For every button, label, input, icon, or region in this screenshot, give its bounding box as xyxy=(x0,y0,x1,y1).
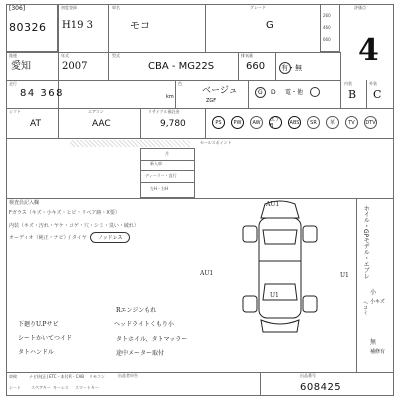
damage-left: AU1 xyxy=(200,270,214,277)
note-left-1: 下廻りU.Pサビ xyxy=(18,321,59,328)
lower-row-cell: 車検 xyxy=(9,374,17,379)
footer-number: 608425 xyxy=(300,382,342,393)
lower-row2-cell: スペアキー xyxy=(31,385,51,390)
glass-line: Fガラス（キズ・小キズ・ヒビ・リペア跡・X要） xyxy=(9,210,120,216)
recycle-label: リサイクル預託金 xyxy=(148,109,180,114)
grade-value: G xyxy=(266,20,274,31)
equipment-6: 革 xyxy=(326,116,339,129)
color-code: ZGF xyxy=(206,98,217,104)
interior-label: 内装 xyxy=(344,81,352,86)
divider xyxy=(6,372,394,373)
interior-line: 内装（キズ・汚れ・ヤケ・コゲ・穴・シミ・臭い・破れ） xyxy=(9,223,139,229)
aircon-label: エアコン xyxy=(88,109,104,114)
mileage-unit: km xyxy=(166,94,174,100)
divider xyxy=(108,4,109,52)
divider xyxy=(6,80,340,81)
lower-row-cell: リモコン xyxy=(89,374,105,379)
equipment-5: SR xyxy=(307,116,320,129)
divider xyxy=(58,4,59,138)
car-name-label: 車名 xyxy=(112,5,120,10)
shift-label: シフト xyxy=(9,109,21,114)
mileage-value: 84 368 xyxy=(20,88,64,99)
small-dent-label: ヘコミ xyxy=(362,300,368,315)
equipment-3: エアB xyxy=(270,117,281,129)
ac-choice: 有・無 xyxy=(281,64,302,72)
equipment-0: PS xyxy=(212,116,225,129)
hatch-bar xyxy=(70,140,190,147)
aircon-value: AAC xyxy=(92,119,111,129)
inspection-record-label: 検査員記入欄 xyxy=(9,200,40,206)
recycle-value: 9,780 xyxy=(160,119,186,129)
fuel-other: 電・他 xyxy=(285,89,304,96)
small-dent-value: 小 xyxy=(370,289,377,296)
divider xyxy=(6,52,340,53)
model-code-value: CBA - MG22S xyxy=(148,61,215,72)
score-value: 4 xyxy=(358,33,379,68)
divider xyxy=(140,182,195,183)
fuel-other-circle xyxy=(310,87,320,97)
fuel-g-circle xyxy=(255,87,266,98)
prefecture-label: 陸運 xyxy=(9,53,17,58)
calendar-bot: 左H・右H xyxy=(150,186,169,191)
divider xyxy=(140,170,195,171)
note-right-3: タトホイル、タトマッラー xyxy=(116,336,188,343)
divider xyxy=(205,4,206,52)
lower-row2-cell: シート xyxy=(9,385,21,390)
note-left-2: シートかいてつイド xyxy=(18,335,73,342)
lower-row2-cell: スマートキー xyxy=(75,385,99,390)
lower-row2-cell: キーレス xyxy=(53,385,69,390)
divider xyxy=(205,108,206,138)
ac-selected-circle xyxy=(279,62,291,74)
car-name-value: モコ xyxy=(130,21,150,32)
side-big-label: ホイル・GPモデル・エブレ xyxy=(362,205,370,280)
divider xyxy=(248,80,249,108)
damage-center: U1 xyxy=(270,292,279,299)
lower-row-cell: R・CAB xyxy=(69,374,85,379)
note-left-3: タトハンドル xyxy=(18,349,54,356)
color-label: 色 xyxy=(178,81,182,86)
fuel-g: G xyxy=(258,89,263,96)
note-right-4: 途中メーター取付 xyxy=(116,350,165,357)
divider xyxy=(6,198,394,199)
divider xyxy=(108,52,109,80)
equipment-2: AW xyxy=(250,116,263,129)
fuel-d: D xyxy=(271,89,276,96)
color-value: ベージュ xyxy=(202,86,238,96)
model-year-label: 年式 xyxy=(61,53,69,58)
prefecture-value: 愛知 xyxy=(11,61,31,72)
damage-right: U1 xyxy=(340,272,349,279)
repair-value: 無 xyxy=(370,339,377,346)
divider xyxy=(356,198,357,373)
exterior-label: 外装 xyxy=(369,81,377,86)
equipment-4: ABS xyxy=(288,116,301,129)
calendar-month: 月 xyxy=(165,151,169,156)
exterior-score: C xyxy=(373,88,382,101)
repair-label: 補修有 xyxy=(370,349,386,355)
divider xyxy=(260,372,261,396)
equipment-8: DTV xyxy=(364,116,377,129)
footer-label: 出品番号 xyxy=(300,373,316,378)
registration-label: 初度登録 xyxy=(61,5,77,10)
divider xyxy=(366,80,367,108)
divider xyxy=(140,108,141,138)
grade-label: グレード xyxy=(250,5,266,10)
divider xyxy=(6,108,394,109)
equipment-7: TV xyxy=(345,116,358,129)
divider xyxy=(340,52,341,108)
note-right-2: ヘッドライトくもり小 xyxy=(114,321,174,328)
car-diagram xyxy=(225,196,335,341)
remark-label: 出品者申告 xyxy=(118,373,138,378)
mileage-label: 走行 xyxy=(9,81,17,86)
note-right-1: Rエンジンもれ xyxy=(116,307,157,314)
divider xyxy=(175,80,176,108)
small-label: 小キズ xyxy=(370,299,385,305)
divider xyxy=(238,52,239,80)
cc-label: 排気量 xyxy=(241,53,253,58)
divider xyxy=(275,52,276,80)
lower-row-cell: ETC・本付 xyxy=(49,374,69,379)
audio-line: オーディオ（純正・ナビ）/ タイヤ xyxy=(9,235,87,241)
mini-box-text: 460 xyxy=(323,25,331,30)
divider xyxy=(6,138,394,139)
audio-circle-text: ノッドレス xyxy=(98,235,123,241)
calendar-mid: ディーラー・直行 xyxy=(145,173,177,178)
divider xyxy=(140,160,195,161)
interior-score: B xyxy=(348,88,357,101)
mini-box-text: 660 xyxy=(323,37,331,42)
sales-point-label: セールスポイント xyxy=(200,140,232,145)
audio-circle xyxy=(90,232,130,243)
lot-box-code: [306] xyxy=(9,5,26,12)
mini-box-text: 260 xyxy=(323,13,331,18)
lot-number: 80326 xyxy=(9,21,47,34)
model-label: 型式 xyxy=(112,53,120,58)
lower-row-cell: ナビ(純正) xyxy=(29,374,49,379)
cc-value: 660 xyxy=(246,61,266,72)
calendar-top: 新入車 xyxy=(150,161,162,166)
damage-front: AU1 xyxy=(266,201,280,208)
shift-value: AT xyxy=(30,119,41,129)
equipment-1: PW xyxy=(231,116,244,129)
registration-value: H19 3 xyxy=(62,20,93,31)
score-label: 評価点 xyxy=(354,5,366,10)
model-year-value: 2007 xyxy=(62,61,88,72)
